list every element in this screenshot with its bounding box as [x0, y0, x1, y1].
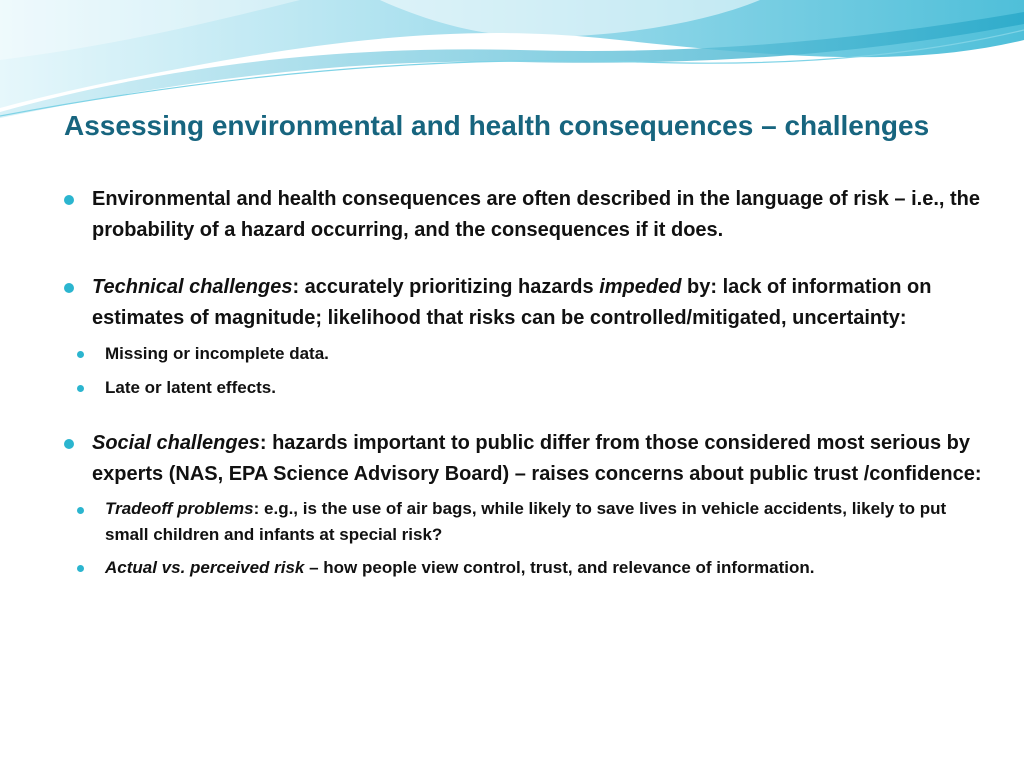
bullet-label: Technical challenges — [92, 276, 293, 298]
bullet-dot-icon — [64, 283, 74, 293]
sub-bullet-dot-icon — [77, 565, 84, 572]
bullet-dot-icon — [64, 195, 74, 205]
sub-bullet-label: Actual vs. perceived risk — [105, 558, 305, 577]
sub-bullet-item — [92, 374, 984, 402]
bullet-item-technical-challenges — [64, 272, 984, 402]
sub-bullet-text: – how people view control, trust, and relevance of information. — [304, 558, 815, 577]
bullet-text: : hazards important to public differ from those considered most serious by experts (NAS, EPA Science Advisory Board) – raises concerns about public trust /confidence: — [92, 432, 982, 485]
sub-bullet-list — [92, 340, 984, 402]
sub-bullet-dot-icon — [77, 385, 84, 392]
sub-bullet-text: Missing or incomplete data. — [105, 344, 329, 363]
bullet-text: Environmental and health consequences are often described in the language of risk – i.e., the probability of a hazard occurring, and the consequences if it does. — [92, 188, 980, 241]
sub-bullet-item — [92, 340, 984, 368]
bullet-dot-icon — [64, 439, 74, 449]
bullet-item-risk — [64, 184, 984, 246]
slide-title: Assessing environmental and health consequences – challenges — [64, 110, 930, 141]
sub-bullet-text: Late or latent effects. — [105, 378, 276, 397]
bullet-list — [64, 184, 984, 582]
sub-bullet-dot-icon — [77, 351, 84, 358]
sub-bullet-item — [92, 554, 984, 582]
sub-bullet-text: : e.g., is the use of air bags, while likely to save lives in vehicle accidents, likely to put small children and infants at special risk? — [105, 499, 947, 544]
bullet-label: Social challenges — [92, 432, 260, 454]
bullet-text: : accurately prioritizing hazards — [292, 276, 600, 298]
bullet-item-social-challenges — [64, 428, 984, 582]
sub-bullet-dot-icon — [77, 507, 84, 514]
bullet-text: by: lack of information on estimates of magnitude; likelihood that risks can be controlled/mitigated, uncertainty: — [92, 276, 932, 329]
sub-bullet-item — [92, 496, 984, 548]
bullet-emphasis: impeded — [599, 276, 682, 298]
sub-bullet-list — [92, 496, 984, 582]
sub-bullet-label: Tradeoff problems — [105, 499, 254, 518]
